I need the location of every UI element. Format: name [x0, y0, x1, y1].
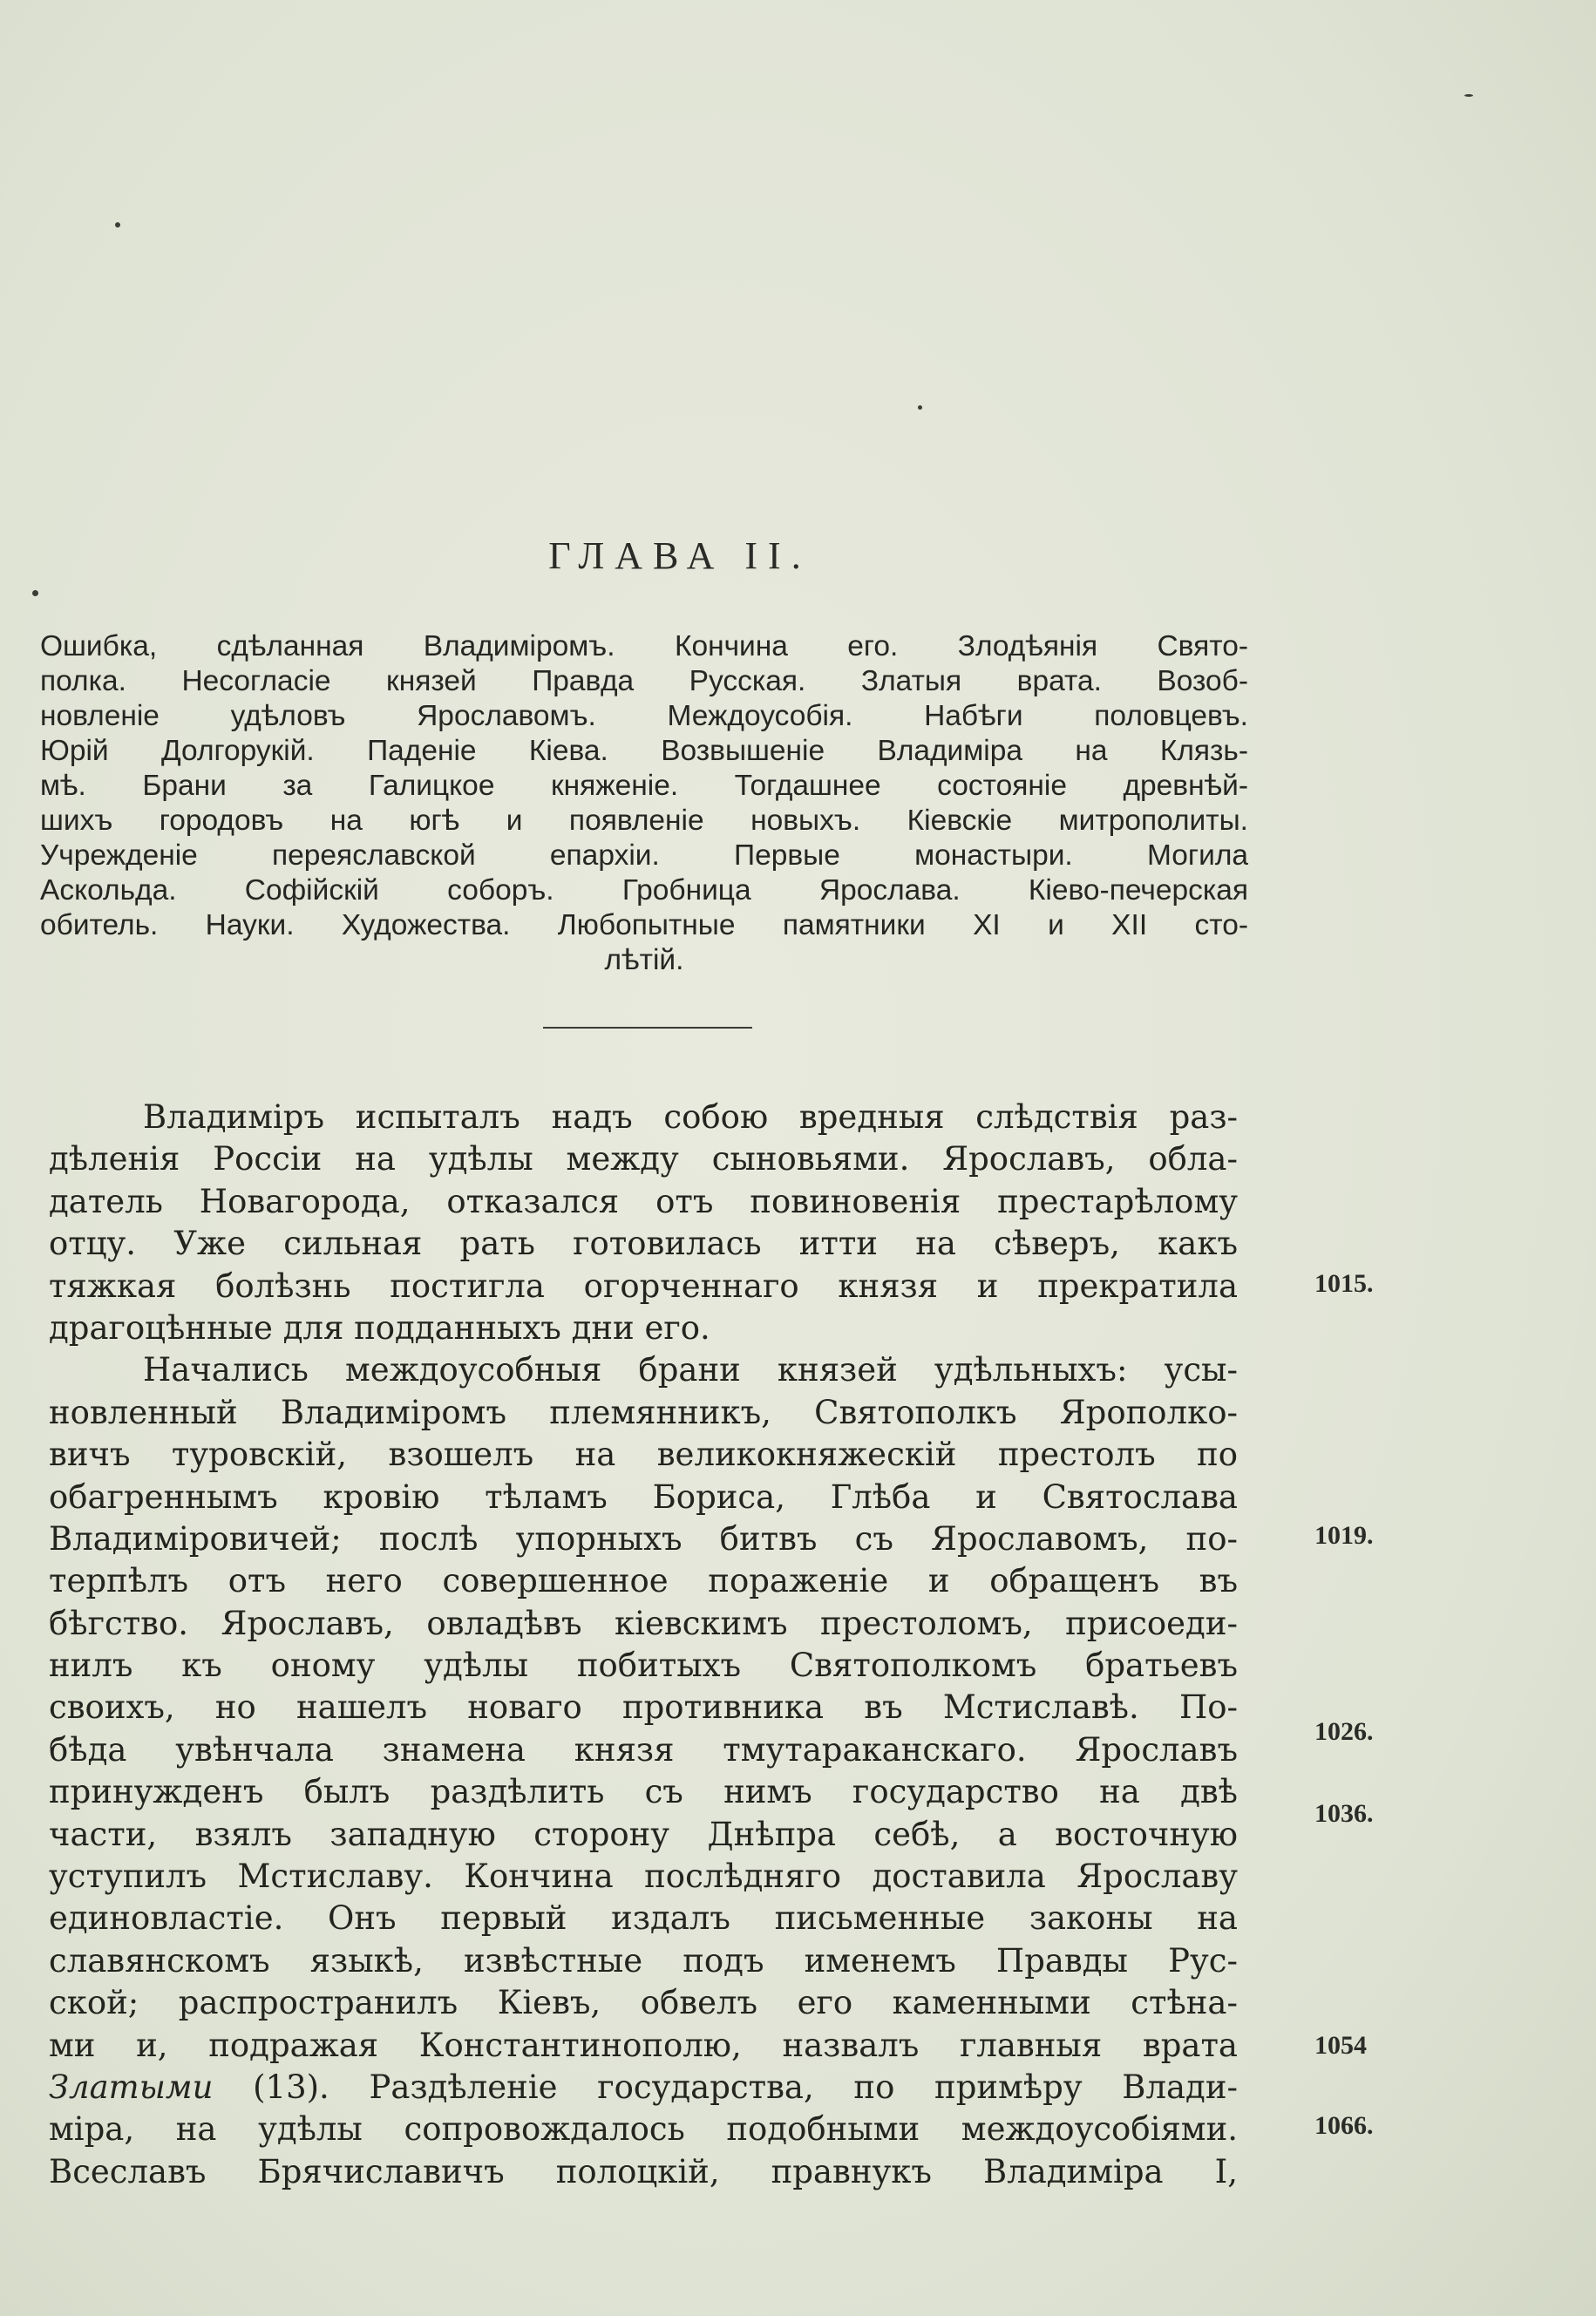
body-line: части, взялъ западную сторону Днѣпра себѣ, а восточную	[49, 1815, 1238, 1853]
body-text	[49, 1097, 1238, 2193]
body-line: тяжкая болѣзнь постигла огорченнаго князя и прекратила	[49, 1267, 1238, 1305]
margin-year: 1036.	[1314, 1799, 1374, 1828]
summary-line: Аскольда. Софійскій соборъ. Гробница Ярослава. Кіево-печерская	[40, 874, 1248, 907]
summary-line: шихъ городовъ на югѣ и появленіе новыхъ. Кіевскіе митрополиты.	[40, 805, 1248, 837]
body-line: датель Новагорода, отказался отъ повиновенія престарѣлому	[49, 1182, 1238, 1220]
body-line: принужденъ былъ раздѣлить съ нимъ государство на двѣ	[49, 1773, 1238, 1811]
margin-year: 1026.	[1314, 1717, 1374, 1746]
chapter-summary	[40, 629, 1248, 978]
body-line: новленный Владиміромъ племянникъ, Святополкъ Ярополко-	[49, 1393, 1238, 1431]
body-line: Всеславъ Брячиславичъ полоцкій, правнукъ Владиміра I,	[49, 2152, 1238, 2190]
print-speck	[1464, 94, 1473, 97]
body-line: Начались междоусобныя брани князей удѣльныхъ: усы-	[143, 1351, 1238, 1389]
body-line: міра, на удѣлы сопровождалось подобными междоусобіями.	[49, 2110, 1238, 2149]
body-line: единовластіе. Онъ первый издалъ письменные законы на	[49, 1899, 1238, 1938]
section-divider	[543, 1027, 752, 1029]
margin-year: 1019.	[1314, 1521, 1374, 1550]
summary-line: лѣтій.	[604, 944, 684, 976]
chapter-title: ГЛАВА II.	[548, 534, 812, 577]
summary-line: Ошибка, сдѣланная Владиміромъ. Кончина его. Злодѣянія Свято-	[40, 630, 1248, 662]
body-line-rest: (13). Раздѣленіе государства, по примѣру Влади-	[213, 2068, 1238, 2106]
margin-year: 1054	[1314, 2031, 1367, 2060]
summary-line: обитель. Науки. Художества. Любопытные памятники XI и XII сто-	[40, 909, 1248, 941]
body-line: бѣда увѣнчала знамена князя тмутараканскаго. Ярославъ	[49, 1730, 1238, 1769]
summary-line: полка. Несогласіе князей Правда Русская. Златыя врата. Возоб-	[40, 665, 1248, 697]
print-speck	[32, 590, 38, 596]
print-speck	[115, 222, 120, 228]
margin-year: 1015.	[1314, 1269, 1374, 1298]
body-line: терпѣлъ отъ него совершенное пораженіе и обращенъ въ	[49, 1562, 1238, 1600]
summary-line: новленіе удѣловъ Ярославомъ. Междоусобія. Набѣги половцевъ.	[40, 700, 1248, 732]
body-line: Владиміровичей; послѣ упорныхъ битвъ съ Ярославомъ, по-	[49, 1519, 1238, 1558]
body-line: ми и, подражая Константинополю, назвалъ главныя врата	[49, 2026, 1238, 2064]
summary-line: Учрежденіе переяславской епархіи. Первые монастыри. Могила	[40, 839, 1248, 872]
body-line: Владиміръ испыталъ надъ собою вредныя слѣдствія раз-	[143, 1098, 1238, 1136]
summary-line: Юрій Долгорукій. Паденіе Кіева. Возвышеніе Владиміра на Клязь-	[40, 735, 1248, 767]
italic-word: Златыми	[49, 2068, 214, 2106]
body-line: бѣгство. Ярославъ, овладѣвъ кіевскимъ престоломъ, присоеди-	[49, 1604, 1238, 1642]
body-line	[49, 2067, 1238, 2109]
body-line: ской; распространилъ Кіевъ, обвелъ его каменными стѣна-	[49, 1984, 1238, 2022]
body-line: драгоцѣнные для подданныхъ дни его.	[49, 1308, 710, 1347]
body-line: уступилъ Мстиславу. Кончина послѣдняго доставила Ярославу	[49, 1858, 1238, 1896]
summary-line: мѣ. Брани за Галицкое княженіе. Тогдашнее состояніе древнѣй-	[40, 770, 1248, 802]
print-speck	[918, 405, 922, 410]
body-line: своихъ, но нашелъ новаго противника въ Мстиславѣ. По-	[49, 1688, 1238, 1727]
body-line: вичъ туровскій, взошелъ на великокняжескій престолъ по	[49, 1436, 1238, 1474]
margin-year: 1066.	[1314, 2111, 1374, 2140]
body-line: отцу. Уже сильная рать готовилась итти на сѣверъ, какъ	[49, 1225, 1238, 1263]
body-line: нилъ къ оному удѣлы побитыхъ Святополкомъ братьевъ	[49, 1647, 1238, 1685]
body-line: обагреннымъ кровію тѣламъ Бориса, Глѣба и Святослава	[49, 1477, 1238, 1516]
body-line: дѣленія Россіи на удѣлы между сыновьями. Ярославъ, обла-	[49, 1140, 1238, 1178]
body-line: славянскомъ языкѣ, извѣстные подъ именемъ Правды Рус-	[49, 1941, 1238, 1980]
